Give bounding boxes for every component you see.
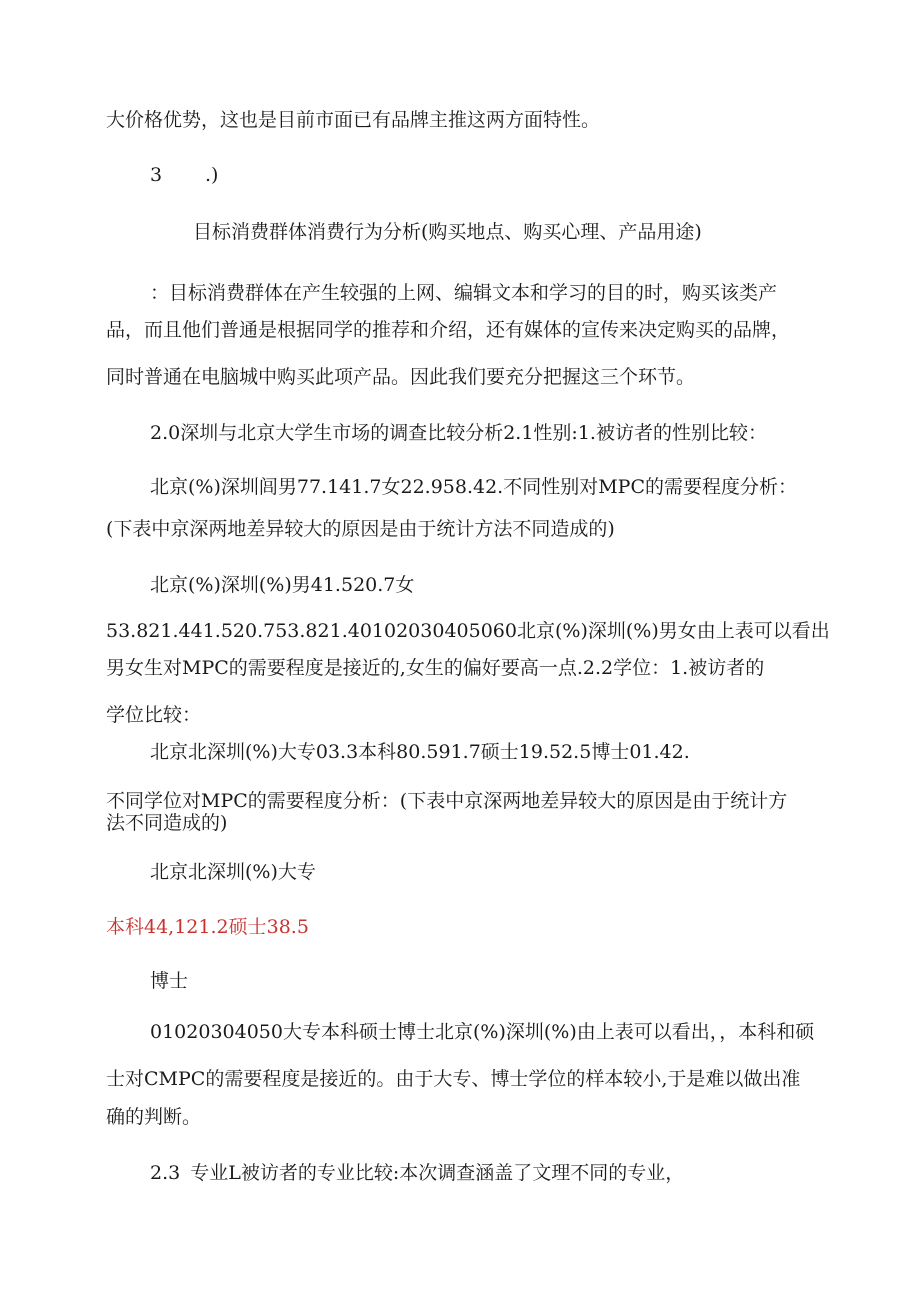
highlighted-line: 本科44,121.2硕士38.5	[106, 916, 309, 938]
paragraph-line: 北京北深圳(%)大专03.3本科80.591.7硕士19.52.5博士01.42.	[150, 741, 690, 763]
paragraph-line: 博士	[150, 970, 189, 992]
paragraph-line: 2.0深圳与北京大学生市场的调查比较分析2.1性别:1.被访者的性别比较：	[150, 422, 767, 444]
paragraph-line: ：目标消费群体在产生较强的上网、编辑文本和学习的目的时，购买该类产	[150, 282, 778, 304]
paragraph-line: 不同学位对MPC的需要程度分析：(下表中京深两地差异较大的原因是由于统计方	[106, 790, 788, 812]
paragraph-line: 同时普通在电脑城中购买此项产品。因此我们要充分把握这三个环节。	[106, 366, 696, 388]
paragraph-line: (下表中京深两地差异较大的原因是由于统计方法不同造成的)	[106, 518, 615, 540]
paragraph-line: 01020304050大专本科硕士博士北京(%)深圳(%)由上表可以看出，，本科和硕	[150, 1021, 815, 1043]
paragraph-line: 2.3 专业L被访者的专业比较:本次调查涵盖了文理不同的专业，	[150, 1162, 685, 1184]
paragraph-line: 北京(%)深圳闾男77.141.7女22.958.42.不同性别对MPC的需要程度分析：	[150, 476, 798, 498]
paragraph-line: 法不同造成的)	[106, 812, 228, 834]
paragraph-line: 53.821.441.520.753.821.40102030405060北京(%)深圳(%)男女由上表可以看出	[106, 620, 830, 642]
paragraph-line: 品，而且他们普通是根据同学的推荐和介绍，还有媒体的宣传来决定购买的品牌，	[106, 319, 791, 341]
paragraph-line: 士对CMPC的需要程度是接近的。由于大专、博士学位的样本较小,于是难以做出准	[106, 1068, 801, 1090]
paragraph-line: 北京(%)深圳(%)男41.520.7女	[150, 574, 415, 596]
paragraph-line: 学位比较：	[106, 704, 202, 726]
list-number: 3	[150, 164, 163, 186]
section-heading: 目标消费群体消费行为分析(购买地点、购买心理、产品用途)	[193, 221, 702, 243]
paragraph-line: 北京北深圳(%)大专	[150, 861, 316, 883]
paragraph-line: 大价格优势，这也是目前市面已有品牌主推这两方面特性。	[106, 109, 601, 131]
paragraph-line: 男女生对MPC的需要程度是接近的,女生的偏好要高一点.2.2学位：1.被访者的	[106, 657, 765, 679]
paragraph-line: 确的判断。	[106, 1106, 202, 1128]
list-paren: .)	[205, 164, 219, 186]
